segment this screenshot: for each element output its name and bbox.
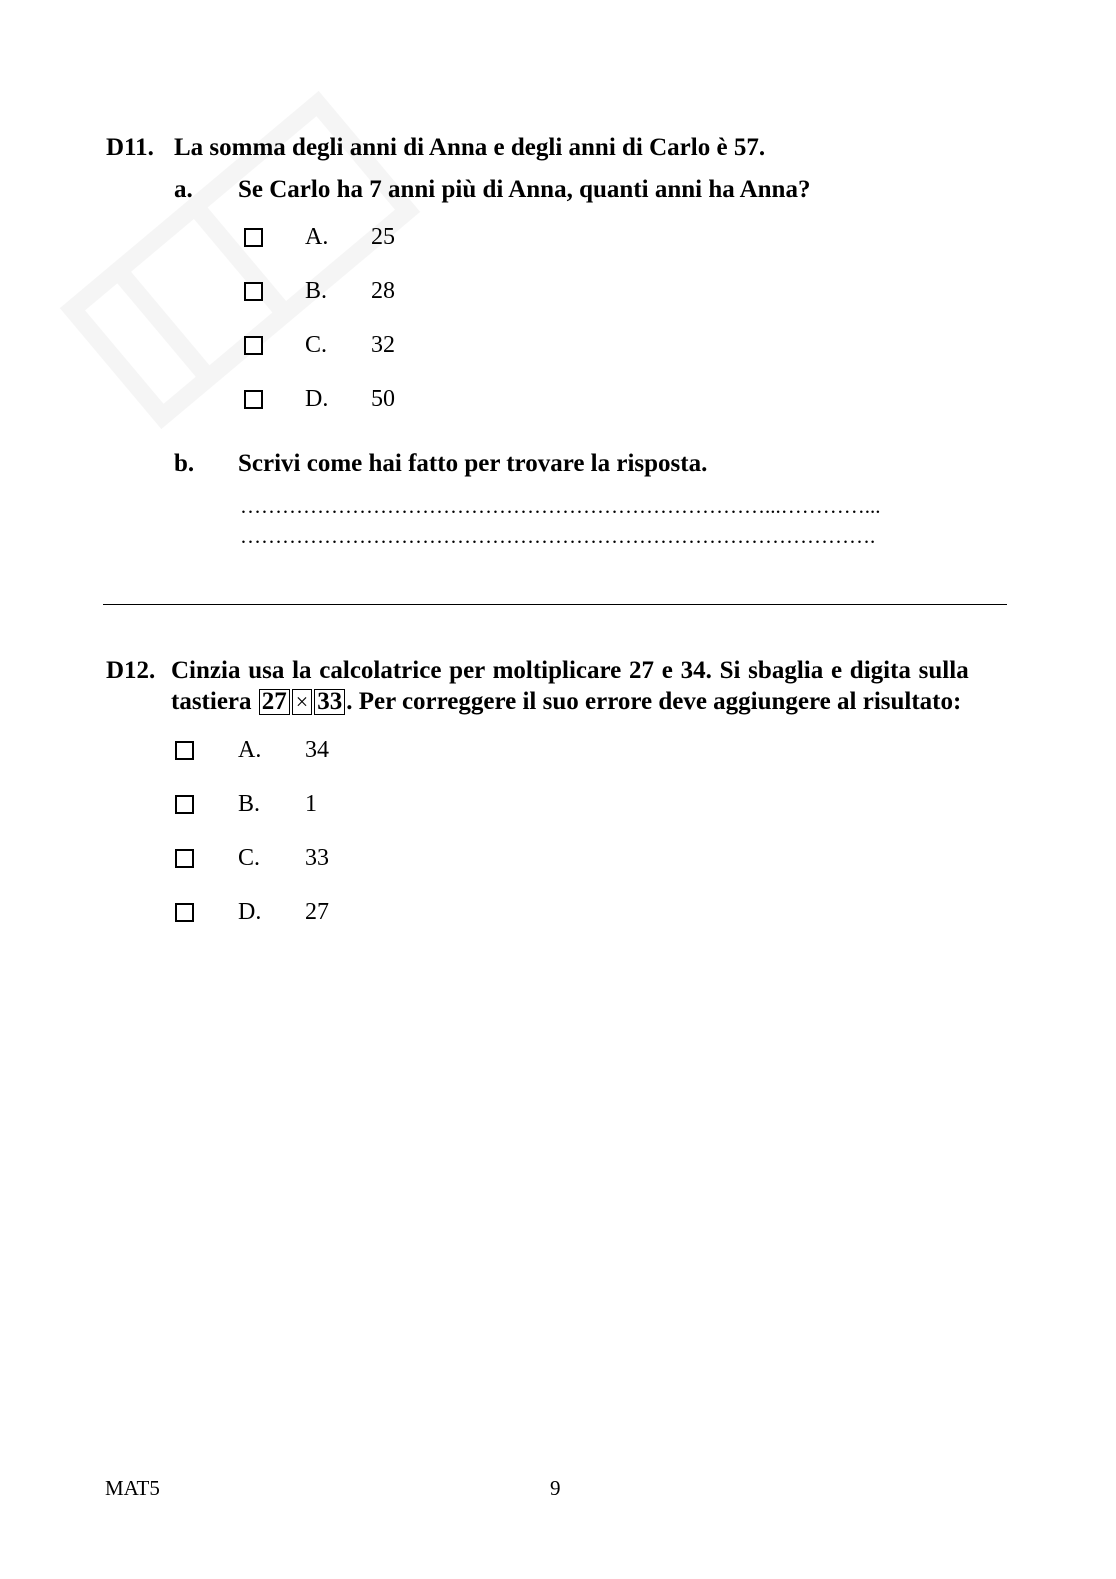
option-value: 27 <box>305 899 329 925</box>
checkbox-icon[interactable] <box>175 741 194 760</box>
subquestion-letter-b: b. <box>174 450 195 477</box>
question-number-d11: D11. <box>106 134 154 161</box>
option-letter: B. <box>305 278 328 304</box>
answer-line-2[interactable]: ………………………………………………………………………………. <box>240 524 876 548</box>
checkbox-icon[interactable] <box>244 282 263 301</box>
footer-page-number: 9 <box>550 1476 561 1500</box>
option-letter: C. <box>238 845 261 871</box>
option-d11-c <box>0 332 600 362</box>
option-value: 25 <box>371 224 395 250</box>
option-value: 28 <box>371 278 395 304</box>
calculator-key-33: 33 <box>314 689 345 715</box>
stem-prefix: tastiera <box>171 688 252 715</box>
question-stem-d11: La somma degli anni di Anna e degli anni di Carlo è 57. <box>174 134 766 161</box>
stem-suffix: . Per correggere il suo errore deve aggiungere al risultato: <box>346 688 962 715</box>
option-letter: D. <box>305 386 329 412</box>
option-d11-d <box>0 386 600 416</box>
option-d11-a <box>0 224 600 254</box>
checkbox-icon[interactable] <box>244 336 263 355</box>
subquestion-letter-a: a. <box>174 176 193 203</box>
option-d12-c <box>0 845 600 875</box>
option-value: 33 <box>305 845 329 871</box>
checkbox-icon[interactable] <box>175 903 194 922</box>
option-d12-d <box>0 899 600 929</box>
calculator-key-times: × <box>292 689 312 715</box>
question-stem-d12-line1: Cinzia usa la calcolatrice per moltiplicare 27 e 34. Si sbaglia e digita sulla <box>171 657 969 684</box>
option-d12-a <box>0 737 600 767</box>
option-letter: A. <box>238 737 262 763</box>
option-d12-b <box>0 791 600 821</box>
option-letter: A. <box>305 224 329 250</box>
answer-line-1[interactable]: …………………………………………………………………...…………... <box>240 494 881 518</box>
option-value: 34 <box>305 737 329 763</box>
footer-test-code: MAT5 <box>105 1476 160 1500</box>
option-letter: D. <box>238 899 262 925</box>
option-value: 1 <box>305 791 317 817</box>
question-number-d12: D12. <box>106 657 156 684</box>
question-stem-d12-line2 <box>171 688 961 716</box>
checkbox-icon[interactable] <box>175 849 194 868</box>
checkbox-icon[interactable] <box>175 795 194 814</box>
option-d11-b <box>0 278 600 308</box>
checkbox-icon[interactable] <box>244 390 263 409</box>
subquestion-text-b: Scrivi come hai fatto per trovare la risposta. <box>238 450 708 477</box>
section-divider <box>103 604 1007 605</box>
option-letter: B. <box>238 791 261 817</box>
option-value: 32 <box>371 332 395 358</box>
option-value: 50 <box>371 386 395 412</box>
checkbox-icon[interactable] <box>244 228 263 247</box>
option-letter: C. <box>305 332 328 358</box>
calculator-key-27: 27 <box>259 689 290 715</box>
subquestion-text-a: Se Carlo ha 7 anni più di Anna, quanti anni ha Anna? <box>238 176 811 203</box>
